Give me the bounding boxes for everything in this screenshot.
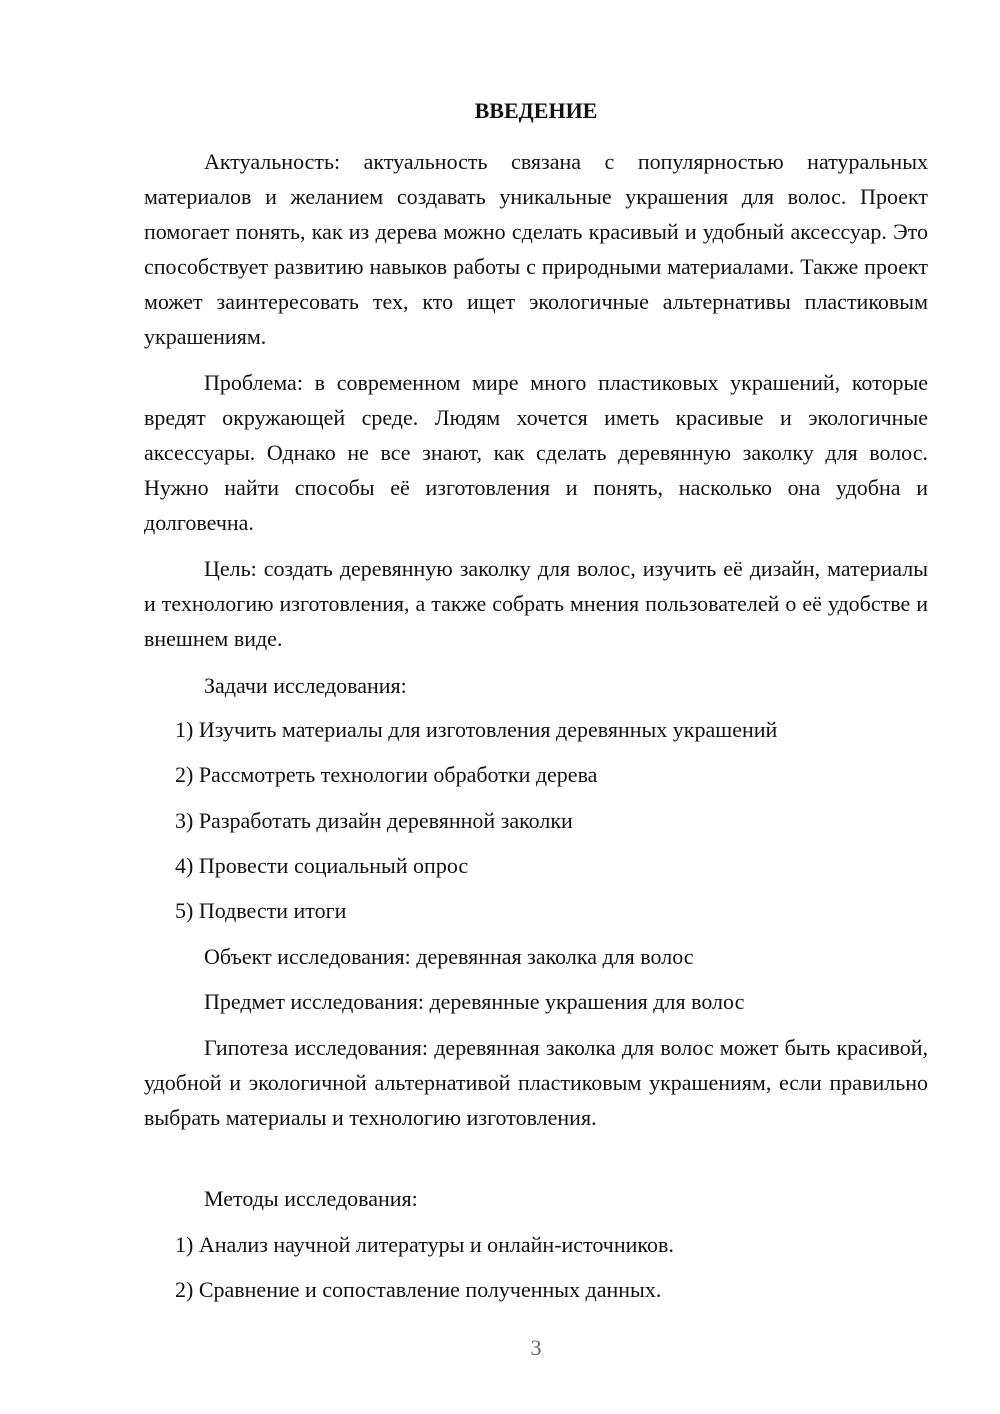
goal-section: [144, 551, 928, 656]
list-item: 1) Изучить материалы для изготовления деревянных украшений: [175, 717, 778, 742]
task-item: [144, 712, 928, 747]
subject-paragraph: Предмет исследования: деревянные украшения для волос: [204, 989, 745, 1014]
method-item: [144, 1272, 928, 1307]
task-item: [144, 803, 928, 838]
subject-section: [144, 984, 928, 1019]
list-item: 4) Провести социальный опрос: [175, 853, 469, 878]
tasks-title: Задачи исследования:: [204, 673, 407, 698]
page-number: 3: [530, 1335, 542, 1360]
hypothesis-section: [144, 1030, 928, 1135]
list-item: 5) Подвести итоги: [175, 898, 347, 923]
list-item: 2) Рассмотреть технологии обработки дерева: [175, 762, 598, 787]
tasks-title-section: [144, 668, 928, 703]
task-item: [144, 893, 928, 928]
section-heading: ВВЕДЕНИЕ: [474, 98, 598, 123]
relevance-paragraph: Актуальность: актуальность связана с популярностью натуральных материалов и желанием создавать уникальные украшения для волос. Проект помогает понять, как из дерева можно сделать красивый и удобный аксессуар. Это способствует развитию навыков работы с природными материалами. Также проект может заинтересовать тех, кто ищет экологичные альтернативы пластиковым украшениям.: [144, 149, 928, 349]
problem-section: [144, 365, 928, 540]
list-item: 1) Анализ научной литературы и онлайн-источников.: [175, 1232, 674, 1257]
problem-paragraph: Проблема: в современном мире много пластиковых украшений, которые вредят окружающей среде. Людям хочется иметь красивые и экологичные аксессуары. Однако не все знают, как сделать деревянную заколку для волос. Нужно найти способы её изготовления и понять, насколько она удобна и долговечна.: [144, 370, 928, 535]
methods-title: Методы исследования:: [204, 1186, 418, 1211]
methods-title-section: [144, 1181, 928, 1216]
relevance-section: [144, 144, 928, 354]
object-paragraph: Объект исследования: деревянная заколка для волос: [204, 944, 694, 969]
goal-paragraph: Цель: создать деревянную заколку для волос, изучить её дизайн, материалы и технологию изготовления, а также собрать мнения пользователей о её удобстве и внешнем виде.: [144, 556, 928, 651]
list-item: 3) Разработать дизайн деревянной заколки: [175, 808, 573, 833]
task-item: [144, 757, 928, 792]
method-item: [144, 1227, 928, 1262]
list-item: 2) Сравнение и сопоставление полученных данных.: [175, 1277, 662, 1302]
hypothesis-paragraph: Гипотеза исследования: деревянная заколка для волос может быть красивой, удобной и экологичной альтернативой пластиковым украшениям, если правильно выбрать материалы и технологию изготовления.: [144, 1035, 928, 1130]
object-section: [144, 939, 928, 974]
task-item: [144, 848, 928, 883]
